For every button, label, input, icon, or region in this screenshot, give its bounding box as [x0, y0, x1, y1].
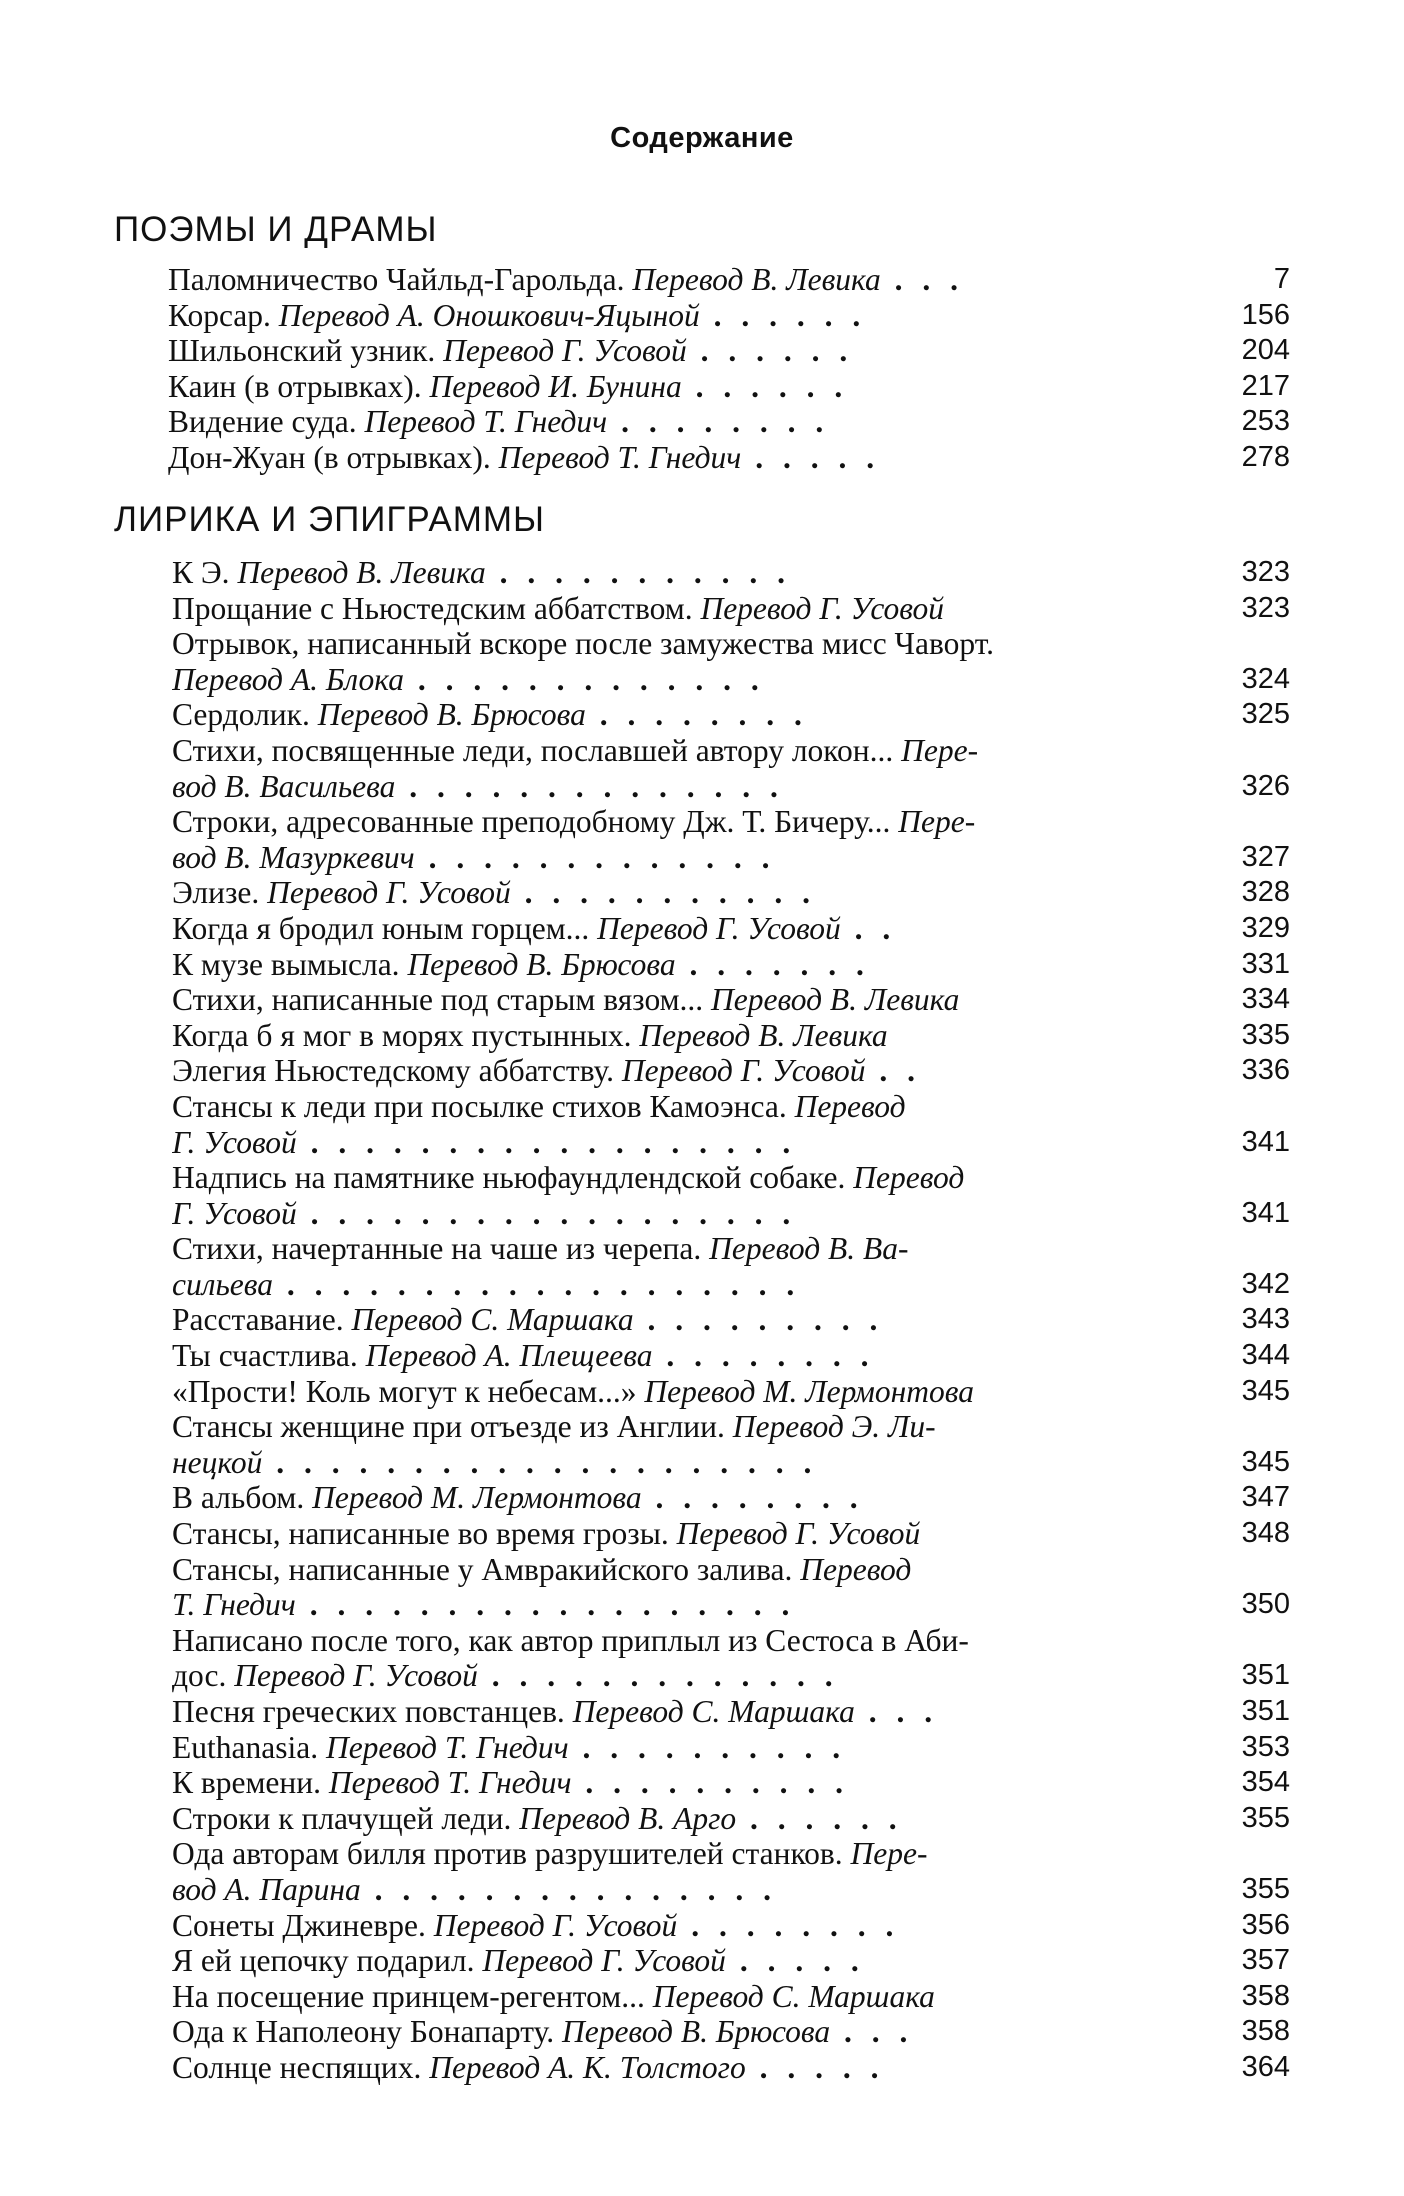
toc-entry[interactable] [172, 1979, 1290, 2015]
page-number: 353 [1241, 1730, 1290, 1763]
entry-title: На посещение принцем-регентом... [172, 1978, 653, 2014]
entry-title: Стансы, написанные во время грозы. [172, 1516, 677, 1552]
entry-title: Прощание с Ньюстедским аббатством. [172, 590, 701, 626]
toc-entry[interactable] [172, 1480, 1290, 1516]
entry-translator: Перевод Г. Усовой [621, 1053, 866, 1089]
entry-translator: Перевод Г. Усовой [443, 333, 687, 369]
toc-entry-line [172, 1267, 1182, 1303]
entry-translator: вод В. Мазуркевич [172, 839, 415, 875]
entry-title: К музе вымысла. [172, 946, 408, 982]
toc-entry[interactable] [172, 733, 1290, 804]
dot-leader: . . . . . . . . . . . . . [477, 1658, 839, 1694]
entry-translator: Пере- [901, 732, 979, 768]
entry-translator: Перевод В. Брюсова [407, 946, 676, 982]
entry-translator: Т. Гнедич [172, 1587, 296, 1623]
section-heading-poems: ПОЭМЫ И ДРАМЫ [114, 210, 438, 249]
entry-translator: Перевод М. Лермонтова [644, 1373, 974, 1409]
dot-leader: . . . . . . . [675, 946, 870, 982]
entry-translator: Перевод Г. Усовой [267, 875, 511, 911]
entry-translator: Перевод Т. Гнедич [328, 1765, 572, 1801]
page-number: 7 [1273, 263, 1290, 295]
page-number: 343 [1241, 1303, 1290, 1336]
toc-entry[interactable] [168, 369, 1290, 405]
entry-title: К времени. [172, 1765, 329, 1801]
entry-translator: Перевод В. Левика [237, 555, 486, 590]
toc-entry-line [168, 404, 1178, 440]
entry-translator: вод В. Васильева [172, 768, 396, 804]
page-number: 327 [1241, 840, 1290, 873]
entry-translator: Перевод И. Бунина [429, 368, 682, 404]
dot-leader: . . . . . . . . . . . . . . . . . . [296, 1195, 797, 1231]
entry-title: Стансы к леди при посылке стихов Камоэнса. [172, 1088, 795, 1124]
toc-entry[interactable] [168, 404, 1290, 440]
entry-title: Ода к Наполеону Бонапарту. [172, 2014, 562, 2050]
entry-translator: Перевод В. Арго [519, 1800, 737, 1836]
entry-title: Отрывок, написанный вскоре после замужества мисс Чаворт. [172, 626, 995, 662]
toc-entry[interactable] [172, 947, 1290, 983]
toc-entry[interactable] [172, 1943, 1290, 1979]
toc-entry-line [172, 1125, 1182, 1161]
dot-leader: . . . . . . . . [677, 1907, 900, 1943]
toc-entry-line [172, 591, 1182, 627]
entry-translator: Перевод Т. Гнедич [498, 439, 742, 475]
toc-entry[interactable] [172, 982, 1290, 1018]
entry-title: Элизе. [172, 875, 268, 911]
dot-leader: . . . . . [745, 2049, 885, 2085]
entry-translator: Перевод В. Левика [639, 1017, 888, 1053]
page-number: 335 [1241, 1018, 1290, 1051]
toc-entry[interactable] [172, 1730, 1290, 1766]
entry-translator: Перевод А. Плещеева [365, 1338, 653, 1374]
page-number: 348 [1241, 1517, 1290, 1550]
toc-entry[interactable] [172, 1089, 1290, 1160]
toc-entry-line [172, 1658, 1182, 1694]
entry-title: Я ей цепочку подарил. [172, 1943, 483, 1979]
toc-entry[interactable] [172, 911, 1290, 947]
toc-entry-line [172, 1694, 1182, 1730]
entry-translator: Перевод С. Маршака [652, 1978, 935, 2014]
page-number: 323 [1241, 556, 1290, 588]
entry-title: Солнце неспящих. [172, 2049, 430, 2085]
entry-title: Паломничество Чайльд-Гарольда. [168, 262, 633, 297]
toc-entry-line [172, 1836, 1182, 1872]
toc-entry-line [172, 911, 1182, 947]
toc-entry-line [168, 298, 1178, 334]
dot-leader: . . . . . . . . . . . . . . . . . . [296, 1124, 797, 1160]
toc-entry-line [172, 1374, 1182, 1410]
entry-title: Стансы женщине при отъезде из Англии. [172, 1409, 733, 1445]
page-number: 341 [1241, 1196, 1290, 1229]
toc-entry-line [172, 1480, 1182, 1516]
entry-translator: Перевод А. Блока [172, 661, 405, 697]
entry-translator: Перевод [800, 1551, 912, 1587]
entry-translator: Перевод В. Левика [632, 262, 881, 297]
entry-translator: Перевод [794, 1088, 906, 1124]
dot-leader: . . . . . . . . . . . . . . . . . . [295, 1587, 796, 1623]
dot-leader: . . . . . . . . . . [568, 1729, 847, 1765]
dot-leader: . . . . . . . . . . . [485, 555, 791, 590]
entry-translator: сильева [172, 1266, 273, 1302]
toc-entry-line [172, 1552, 1182, 1588]
entry-translator: Перевод С. Маршака [351, 1302, 634, 1338]
entry-title: Шильонский узник. [168, 333, 444, 369]
entry-translator: Перевод А. Оношкович-Яцыной [278, 297, 700, 333]
toc-entry[interactable] [168, 333, 1290, 369]
toc-entry[interactable] [172, 1623, 1290, 1694]
entry-translator: Г. Усовой [172, 1124, 297, 1160]
dot-leader: . . . . . [725, 1943, 865, 1979]
entry-title: Корсар. [168, 297, 279, 333]
entry-title: Ты счастлива. [172, 1338, 366, 1374]
toc-list-poems [168, 262, 1290, 476]
entry-title: Написано после того, как автор приплыл из Сестоса в Аби- [172, 1622, 969, 1658]
toc-entry[interactable] [168, 298, 1290, 334]
toc-entry-line [172, 1196, 1182, 1232]
page-number: 354 [1241, 1766, 1290, 1799]
toc-entry-line [172, 733, 1182, 769]
entry-title: Надпись на памятнике ньюфаундлендской собаке. [172, 1160, 854, 1196]
page-number: 325 [1241, 698, 1290, 731]
entry-translator: Г. Усовой [172, 1195, 297, 1231]
dot-leader: . . [865, 1053, 921, 1089]
toc-entry-line [172, 1623, 1182, 1659]
toc-entry-line [172, 1943, 1182, 1979]
toc-entry[interactable] [172, 1552, 1290, 1623]
entry-translator: Перевод В. Брюсова [561, 2014, 831, 2050]
entry-translator: Перевод Т. Гнедич [325, 1729, 569, 1765]
toc-entry-line [172, 1979, 1182, 2015]
dot-leader: . . . . . . . . . . [571, 1765, 850, 1801]
dot-leader: . . . . . . . . . [633, 1302, 884, 1338]
page-number: 358 [1241, 1979, 1290, 2012]
entry-title: дос. [172, 1658, 235, 1694]
dot-leader: . . . . . [741, 439, 881, 475]
toc-entry[interactable] [172, 1302, 1290, 1338]
toc-entry-line [168, 262, 1178, 298]
entry-translator: Перевод Г. Усовой [234, 1658, 478, 1694]
toc-entry-line [172, 875, 1182, 911]
toc-entry-line [172, 1231, 1182, 1267]
dot-leader: . . . . . . . . . . . . . . [395, 768, 784, 804]
dot-leader: . . . . . . . . . . . [510, 875, 816, 911]
page-number: 345 [1241, 1374, 1290, 1407]
toc-entry-line [172, 1765, 1182, 1801]
page-number: 355 [1241, 1872, 1290, 1905]
toc-entry-line [172, 1018, 1182, 1054]
entry-title: Стихи, посвященные леди, пославшей автору локон... [172, 732, 902, 768]
toc-entry[interactable] [172, 1908, 1290, 1944]
dot-leader: . . . . . . . . [585, 697, 808, 733]
page-number: 253 [1241, 405, 1290, 438]
toc-entry[interactable] [172, 1338, 1290, 1374]
toc-entry-line [172, 555, 1182, 591]
toc-entry-line [172, 769, 1182, 805]
page-number: 336 [1241, 1054, 1290, 1087]
entry-title: Сонеты Джиневре. [172, 1907, 434, 1943]
entry-title: Песня греческих повстанцев. [172, 1694, 573, 1729]
toc-entry[interactable] [172, 1801, 1290, 1837]
toc-entry-line [168, 369, 1178, 405]
page-number: 356 [1241, 1908, 1290, 1941]
toc-entry[interactable] [172, 1160, 1290, 1231]
page-number: 324 [1241, 662, 1290, 695]
toc-entry[interactable] [172, 1053, 1290, 1089]
entry-title: Когда б я мог в морях пустынных. [172, 1017, 640, 1053]
entry-title: Видение суда. [168, 404, 365, 440]
toc-entry[interactable] [172, 804, 1290, 875]
entry-translator: вод А. Парина [172, 1871, 361, 1907]
page-number: 326 [1241, 769, 1290, 802]
page-number: 217 [1241, 369, 1290, 402]
entry-translator: Перевод [853, 1160, 965, 1196]
toc-entry-line [172, 1409, 1182, 1445]
toc-entry-line [172, 1160, 1182, 1196]
entry-title: Ода авторам билля против разрушителей станков. [172, 1836, 851, 1872]
dot-leader: . . . [854, 1694, 939, 1729]
toc-entry-line [172, 1338, 1182, 1374]
dot-leader: . . . . . . . . . . . . . . . [360, 1871, 778, 1907]
toc-entry-line [172, 1089, 1182, 1125]
dot-leader: . . . . . . . . . . . . . . . . . . . . [262, 1444, 818, 1480]
entry-translator: Пере- [898, 804, 976, 840]
toc-entry[interactable] [172, 1018, 1290, 1054]
page-number: 329 [1241, 911, 1290, 944]
page-number: 341 [1241, 1125, 1290, 1158]
toc-entry-line [172, 1908, 1182, 1944]
toc-entry[interactable] [172, 1765, 1290, 1801]
dot-leader: . . . [880, 262, 964, 297]
page-number: 351 [1241, 1695, 1290, 1727]
page-number: 204 [1241, 334, 1290, 367]
entry-translator: Перевод В. Брюсова [317, 697, 586, 733]
entry-title: Стихи, начертанные на чаше из черепа. [172, 1231, 710, 1267]
dot-leader: . . . . . . . . [641, 1480, 864, 1516]
page-number: 344 [1241, 1339, 1290, 1372]
page-number: 364 [1241, 2050, 1290, 2083]
entry-translator: Пере- [850, 1836, 928, 1872]
toc-entry-line [172, 1302, 1182, 1338]
page-number: 347 [1241, 1481, 1290, 1514]
toc-entry[interactable] [172, 591, 1290, 627]
entry-translator: Перевод М. Лермонтова [312, 1480, 642, 1516]
page-number: 357 [1241, 1944, 1290, 1977]
toc-entry[interactable] [172, 875, 1290, 911]
toc-entry-line [172, 1516, 1182, 1552]
toc-entry[interactable] [172, 555, 1290, 591]
entry-title: Сердолик. [172, 697, 318, 733]
page-number: 350 [1241, 1588, 1290, 1621]
entry-title: Euthanasia. [172, 1729, 326, 1765]
page-number: 355 [1241, 1801, 1290, 1834]
page-number: 323 [1241, 591, 1290, 624]
page-title: Содержание [610, 122, 794, 154]
entry-title: Каин (в отрывках). [168, 368, 430, 404]
entry-title: Расставание. [172, 1302, 352, 1338]
page-number: 345 [1241, 1445, 1290, 1478]
entry-title: «Прости! Коль могут к небесам...» [172, 1373, 645, 1409]
page-number: 328 [1241, 876, 1290, 909]
page-number: 334 [1241, 983, 1290, 1016]
dot-leader: . . . [830, 2014, 914, 2050]
dot-leader: . . . . . . . . . . . . . [414, 839, 776, 875]
entry-title: Дон-Жуан (в отрывках). [168, 439, 499, 475]
entry-translator: Перевод Г. Усовой [676, 1516, 921, 1552]
toc-entry-line [172, 1872, 1182, 1908]
toc-entry-line [172, 1730, 1182, 1766]
dot-leader: . . . . . . [736, 1800, 903, 1836]
dot-leader: . . . . . . . . . . . . . . . . . . . [273, 1266, 801, 1302]
toc-entry[interactable] [168, 262, 1290, 298]
toc-entry-line [172, 2014, 1182, 2050]
entry-title: Строки, адресованные преподобному Дж. Т. Бичеру... [172, 804, 899, 840]
dot-leader: . . . . . . . . . . . . . [404, 661, 765, 697]
entry-translator: Перевод В. Левика [711, 982, 960, 1018]
toc-entry-line [172, 662, 1182, 698]
toc-entry[interactable] [172, 1836, 1290, 1907]
page-number: 358 [1241, 2015, 1290, 2048]
toc-entry-line [172, 840, 1182, 876]
entry-translator: нецкой [172, 1444, 263, 1480]
entry-title: Стихи, написанные под старым вязом... [172, 982, 712, 1018]
toc-entry[interactable] [172, 2050, 1290, 2086]
entry-translator: Перевод Т. Гнедич [364, 404, 608, 440]
toc-entry[interactable] [172, 1694, 1290, 1730]
toc-entry[interactable] [172, 2014, 1290, 2050]
entry-translator: Перевод Э. Ли- [732, 1409, 936, 1445]
toc-entry-line [168, 333, 1178, 369]
toc-entry-line [172, 697, 1182, 733]
toc-entry-line [172, 2050, 1182, 2086]
entry-translator: Перевод С. Маршака [572, 1694, 855, 1729]
toc-entry[interactable] [172, 1231, 1290, 1302]
entry-title: Элегия Ньюстедскому аббатству. [172, 1053, 622, 1089]
toc-entry-line [172, 1445, 1182, 1481]
toc-entry[interactable] [172, 1516, 1290, 1552]
toc-entry-line [172, 1053, 1182, 1089]
page-number: 156 [1241, 298, 1290, 331]
dot-leader: . . [840, 910, 897, 946]
toc-entry-line [172, 947, 1182, 983]
dot-leader: . . . . . . . . [652, 1338, 875, 1374]
dot-leader: . . . . . . [681, 368, 849, 404]
toc-entry-line [172, 626, 1182, 662]
page-number: 342 [1241, 1267, 1290, 1300]
toc-list-lyrics [172, 555, 1290, 2086]
entry-translator: Перевод В. Ва- [709, 1231, 909, 1267]
toc-entry[interactable] [172, 626, 1290, 697]
toc-entry-line [172, 982, 1182, 1018]
toc-entry[interactable] [172, 1409, 1290, 1480]
entry-title: Строки к плачущей леди. [172, 1800, 520, 1836]
page-number: 351 [1241, 1659, 1290, 1692]
page-number: 331 [1241, 947, 1290, 980]
toc-entry-line [168, 440, 1178, 476]
entry-translator: Перевод Г. Усовой [482, 1943, 726, 1979]
entry-title: Стансы, написанные у Амвракийского залива. [172, 1551, 801, 1587]
dot-leader: . . . . . . [686, 333, 854, 369]
toc-entry-line [172, 804, 1182, 840]
dot-leader: . . . . . . . . [607, 404, 830, 440]
page-number: 278 [1241, 440, 1290, 473]
entry-title: В альбом. [172, 1480, 313, 1516]
toc-entry-line [172, 1587, 1182, 1623]
entry-translator: Перевод Г. Усовой [433, 1907, 678, 1943]
toc-entry[interactable] [172, 1374, 1290, 1410]
entry-translator: Перевод Г. Усовой [700, 590, 945, 626]
entry-title: К Э. [172, 555, 238, 590]
entry-title: Когда я бродил юным горцем... [172, 910, 598, 946]
section-heading-lyrics: ЛИРИКА И ЭПИГРАММЫ [114, 500, 546, 539]
entry-translator: Перевод А. К. Толстого [429, 2049, 746, 2085]
entry-translator: Перевод Г. Усовой [597, 910, 841, 946]
dot-leader: . . . . . . [699, 297, 867, 333]
toc-entry[interactable] [172, 697, 1290, 733]
toc-entry-line [172, 1801, 1182, 1837]
toc-entry[interactable] [168, 440, 1290, 476]
